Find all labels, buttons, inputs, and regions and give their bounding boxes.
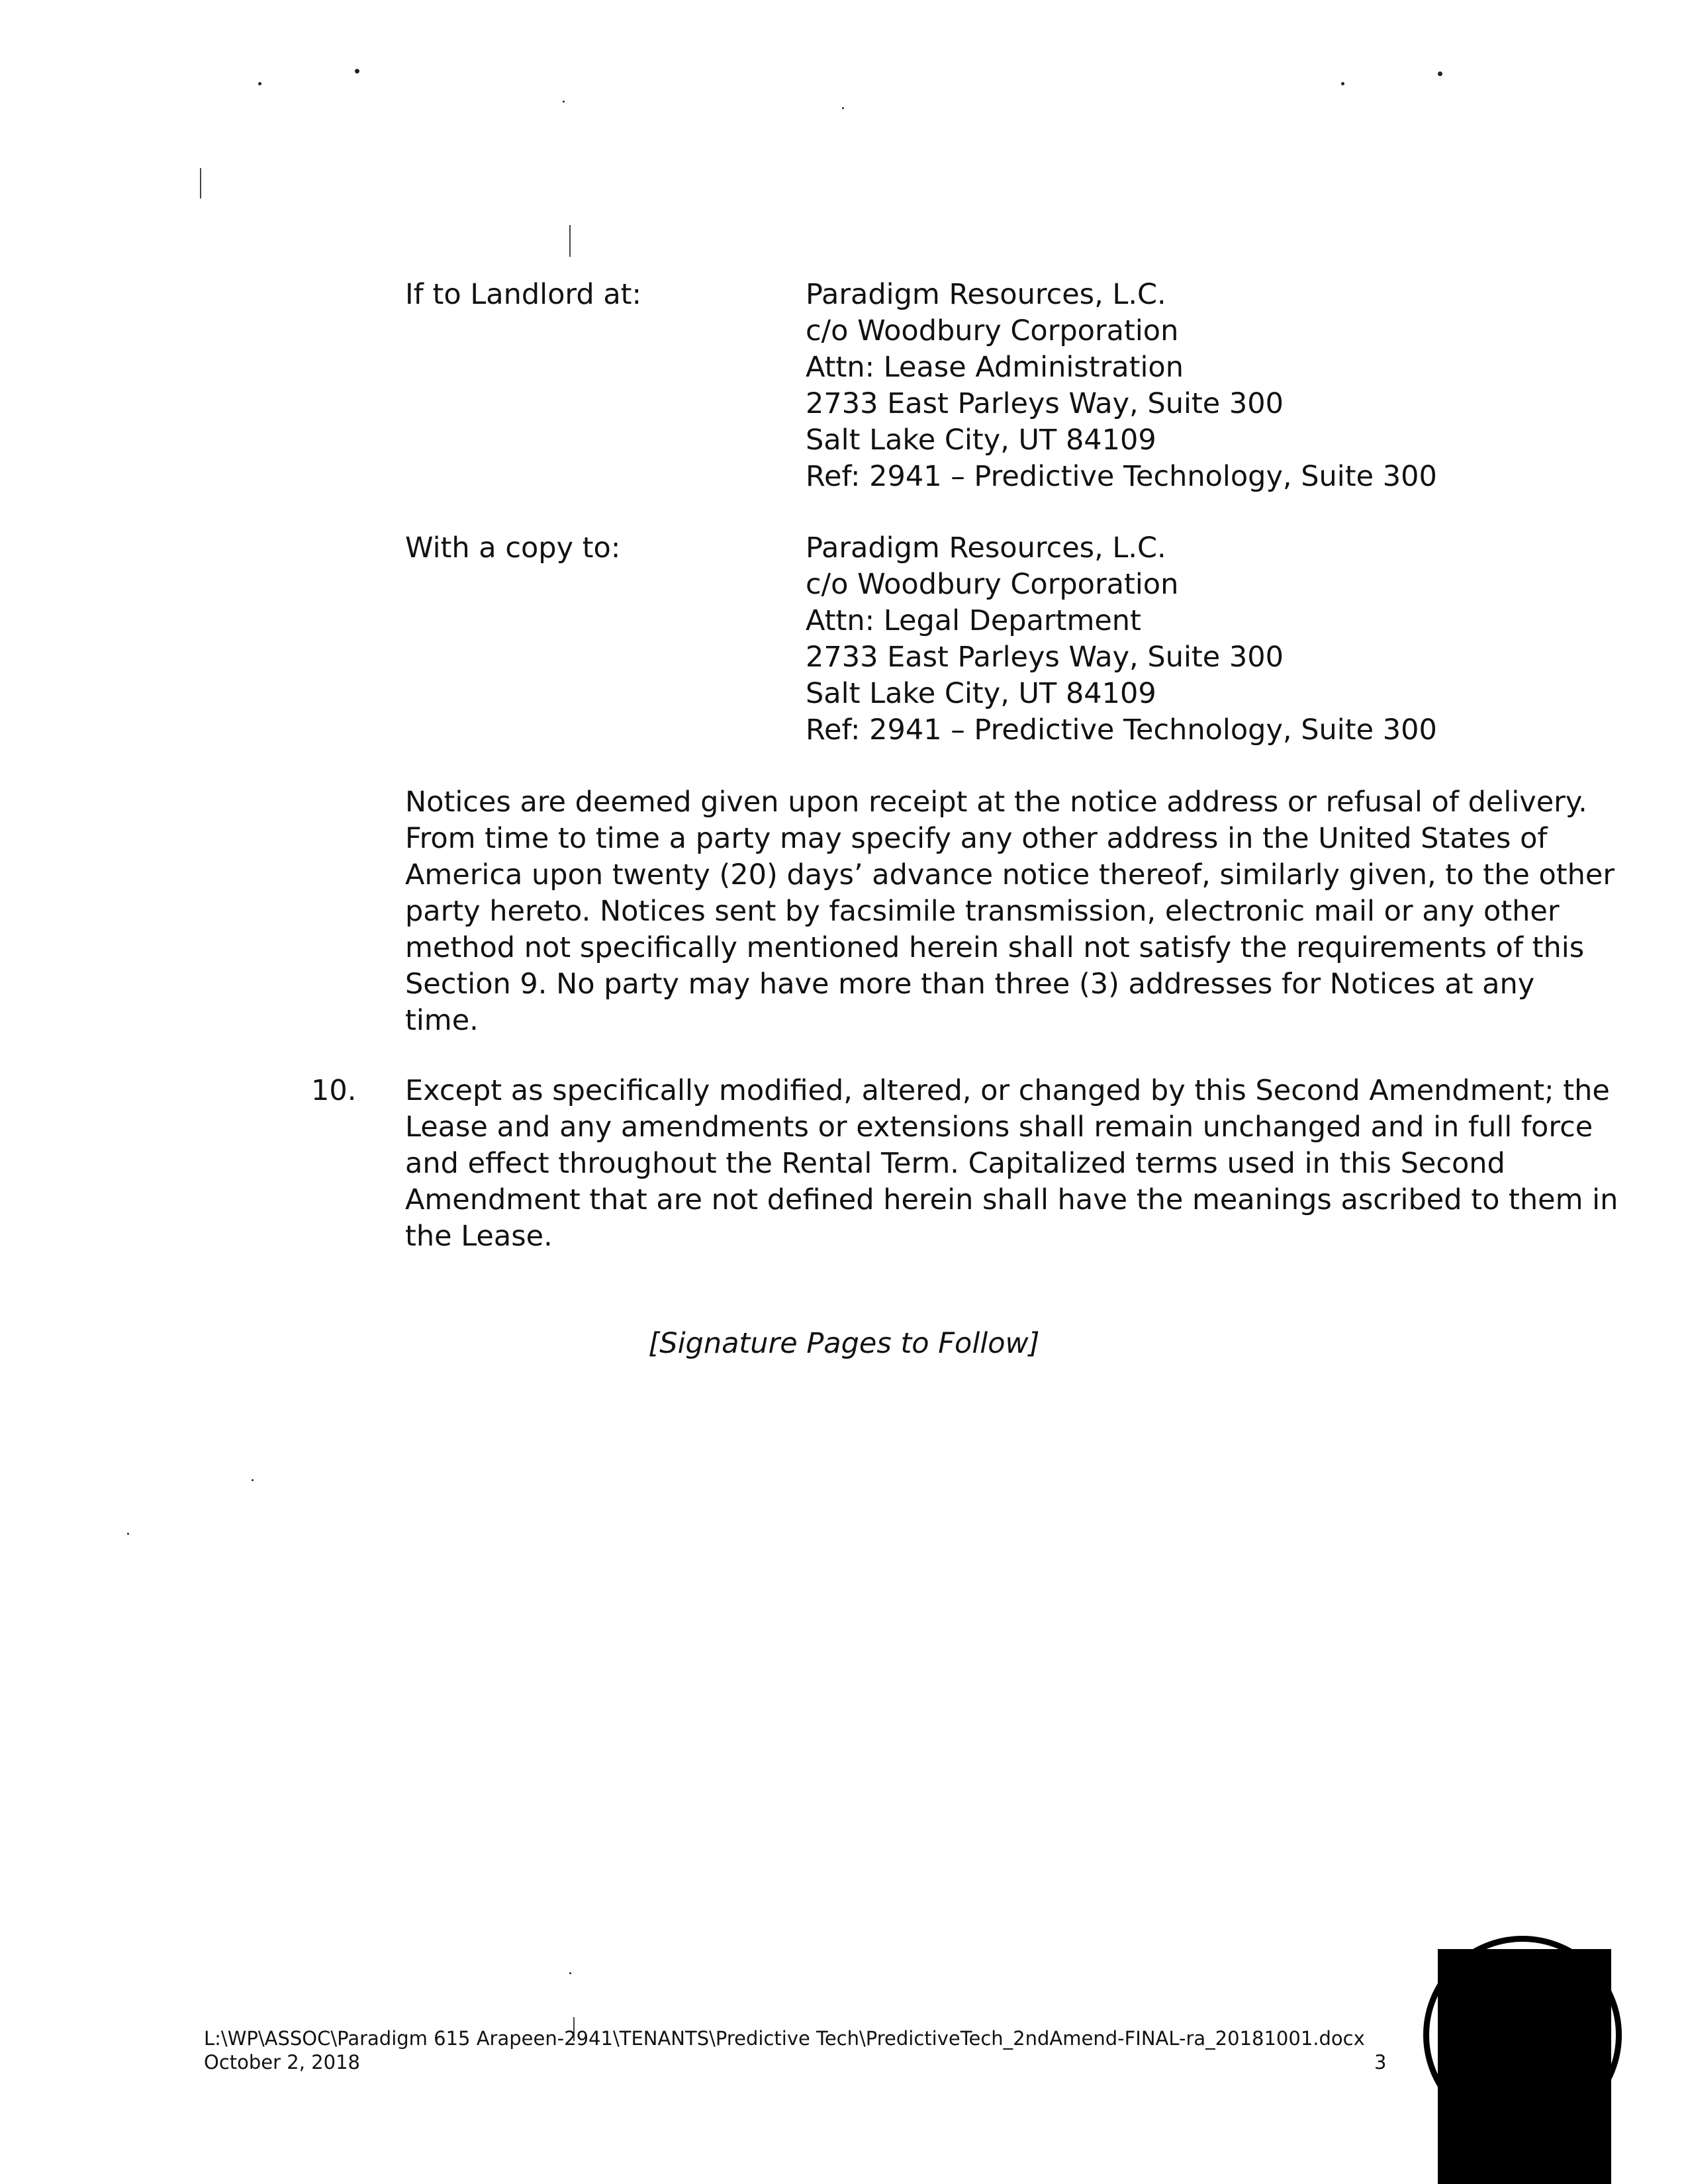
scan-speck <box>1438 71 1442 76</box>
landlord-address-label: If to Landlord at: <box>405 278 642 311</box>
address-line: Paradigm Resources, L.C. <box>806 278 1166 311</box>
footer-date: October 2, 2018 <box>204 2051 360 2073</box>
address-line: Ref: 2941 – Predictive Technology, Suite 300 <box>806 460 1437 493</box>
paragraph-line: party hereto. Notices sent by facsimile transmission, electronic mail or any other <box>405 895 1560 928</box>
paragraph-line: From time to time a party may specify any other address in the United States of <box>405 822 1548 855</box>
address-line: Paradigm Resources, L.C. <box>806 531 1166 565</box>
address-line: c/o Woodbury Corporation <box>806 314 1179 347</box>
landlord-address-lines <box>806 277 1437 495</box>
paragraph-line: the Lease. <box>405 1220 553 1253</box>
paragraph-line: Lease and any amendments or extensions shall remain unchanged and in full force <box>405 1111 1593 1144</box>
scan-speck <box>842 107 844 109</box>
paragraph-line: and effect throughout the Rental Term. Capitalized terms used in this Second <box>405 1147 1505 1180</box>
scan-speck <box>569 1972 571 1974</box>
signature-pages-note: [Signature Pages to Follow] <box>648 1327 1040 1360</box>
paragraph-line: Section 9. No party may have more than three (3) addresses for Notices at any <box>405 968 1535 1001</box>
section-10-number: 10. <box>311 1074 357 1107</box>
paragraph-line: method not specifically mentioned herein shall not satisfy the requirements of this <box>405 931 1585 964</box>
page-number: 3 <box>1374 2051 1387 2073</box>
address-line: c/o Woodbury Corporation <box>806 568 1179 601</box>
paragraph-line: Notices are deemed given upon receipt at the notice address or refusal of delivery. <box>405 786 1587 819</box>
address-line: Ref: 2941 – Predictive Technology, Suite 300 <box>806 713 1437 747</box>
address-line: Salt Lake City, UT 84109 <box>806 677 1156 710</box>
section-10-paragraph <box>405 1073 1618 1255</box>
paragraph-line: Except as specifically modified, altered, or changed by this Second Amendment; the <box>405 1074 1610 1107</box>
address-line: Salt Lake City, UT 84109 <box>806 424 1156 457</box>
scan-mark <box>200 168 201 199</box>
scan-speck <box>355 69 359 73</box>
address-line: Attn: Legal Department <box>806 604 1141 637</box>
scan-speck <box>563 101 565 103</box>
address-line: Attn: Lease Administration <box>806 351 1184 384</box>
paragraph-line: Amendment that are not defined herein shall have the meanings ascribed to them in <box>405 1183 1618 1216</box>
scan-speck <box>127 1533 129 1535</box>
redaction-box <box>1438 1949 1611 2184</box>
address-line: 2733 East Parleys Way, Suite 300 <box>806 641 1284 674</box>
copy-address-lines <box>806 530 1437 749</box>
footer-file-path: L:\WP\ASSOC\Paradigm 615 Arapeen-2941\TENANTS\Predictive Tech\PredictiveTech_2ndAmend-FINAL-ra_20181001.docx <box>204 2027 1365 2050</box>
scan-speck <box>252 1479 254 1481</box>
scan-speck <box>258 82 261 85</box>
scan-speck <box>1341 82 1344 85</box>
paragraph-line: America upon twenty (20) days’ advance notice thereof, similarly given, to the other <box>405 858 1615 891</box>
notices-paragraph <box>405 784 1615 1039</box>
copy-address-label: With a copy to: <box>405 531 621 565</box>
paragraph-line: time. <box>405 1004 479 1037</box>
scan-mark <box>569 225 571 257</box>
address-line: 2733 East Parleys Way, Suite 300 <box>806 387 1284 420</box>
